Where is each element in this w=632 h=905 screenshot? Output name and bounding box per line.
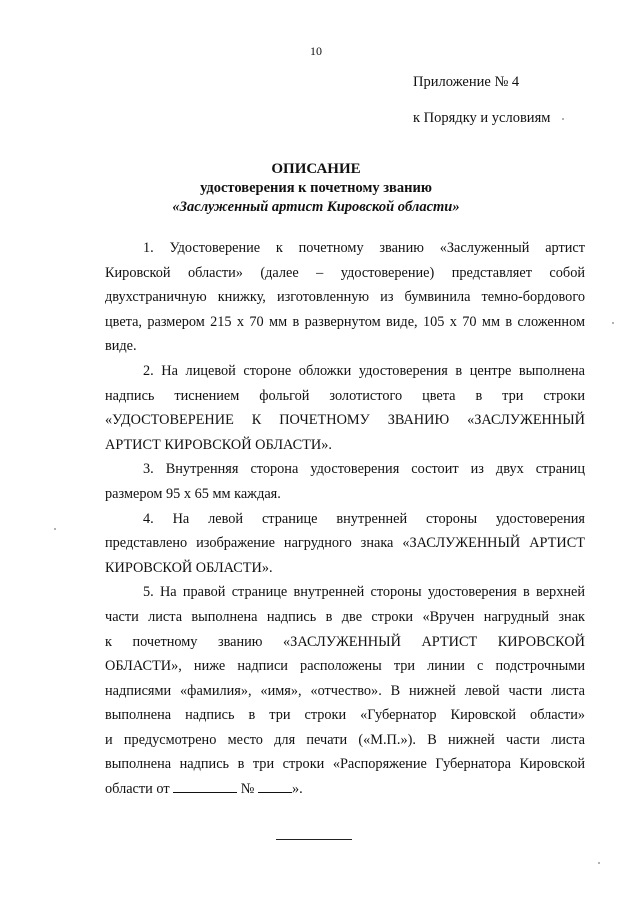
text-line: представлено изображение нагрудного знака «ЗАСЛУЖЕННЫЙ АРТИСТ (105, 535, 585, 552)
document-subtitle: удостоверения к почетному званию (200, 180, 432, 196)
text-line: 1. Удостоверение к почетному званию «Заслуженный артист (143, 240, 585, 256)
paragraph-2 (105, 359, 585, 457)
text-line: АРТИСТ КИРОВСКОЙ ОБЛАСТИ». (105, 436, 332, 453)
text-line: части листа выполнена надпись в две строки «Вручен нагрудный знак (105, 608, 585, 625)
text-line: ОБЛАСТИ», ниже надписи расположены три линии с подстрочными (105, 658, 585, 675)
document-body (105, 236, 585, 802)
text-line: «УДОСТОВЕРЕНИЕ К ПОЧЕТНОМУ ЗВАНИЮ «ЗАСЛУЖЕННЫЙ (105, 412, 585, 429)
closing-suffix: ». (291, 781, 303, 798)
scan-speck (54, 528, 56, 530)
text-line: 5. На правой странице внутренней стороны удостоверения в верхней (143, 584, 585, 601)
number-sign: № (240, 781, 255, 798)
scan-speck (562, 118, 564, 120)
page-number: 10 (310, 44, 322, 58)
text-line: двухстраничную книжку, изготовленную из бумвинила темно-бордового (105, 289, 585, 306)
text-line: виде. (105, 338, 137, 355)
document-title-block (0, 160, 632, 217)
closing-line (105, 777, 585, 802)
scan-speck (612, 322, 614, 324)
text-line: выполнена надпись в три строки «Губернатор Кировской области» (105, 707, 585, 724)
appendix-reference: к Порядку и условиям (413, 110, 551, 126)
date-blank (173, 780, 237, 793)
text-line: и предусмотрено место для печати («М.П.»). В нижней части листа (105, 731, 585, 748)
text-line: КИРОВСКОЙ ОБЛАСТИ». (105, 559, 273, 576)
appendix-label: Приложение № 4 (413, 74, 520, 90)
honorary-title-name: «Заслуженный артист Кировской области» (172, 199, 460, 215)
text-line: размером 95 х 65 мм каждая. (105, 485, 281, 502)
text-line: надпись тиснением фольгой золотистого цвета в три строки (105, 387, 585, 404)
end-separator-line (276, 839, 352, 840)
document-title: ОПИСАНИЕ (271, 161, 361, 177)
closing-prefix: области от (105, 781, 170, 798)
text-line: 3. Внутренняя сторона удостоверения состоит из двух страниц (143, 461, 585, 478)
text-line: 2. На лицевой стороне обложки удостоверения в центре выполнена (143, 362, 585, 379)
text-line: надписями «фамилия», «имя», «отчество». В нижней левой части листа (105, 682, 585, 699)
paragraph-1 (105, 236, 585, 359)
text-line: Кировской области» (далее – удостоверение) представляет собой (105, 264, 585, 281)
text-line: цвета, размером 215 х 70 мм в развернутом виде, 105 х 70 мм в сложенном (105, 313, 585, 330)
paragraph-4 (105, 507, 585, 581)
number-blank (258, 780, 292, 793)
text-line: выполнена надпись в три строки «Распоряжение Губернатора Кировской (105, 756, 585, 773)
text-line: к почетному званию «ЗАСЛУЖЕННЫЙ АРТИСТ КИРОВСКОЙ (105, 633, 585, 650)
scan-speck (598, 862, 600, 864)
paragraph-5 (105, 580, 585, 801)
text-line: 4. На левой странице внутренней стороны удостоверения (143, 510, 585, 527)
paragraph-3 (105, 457, 585, 506)
